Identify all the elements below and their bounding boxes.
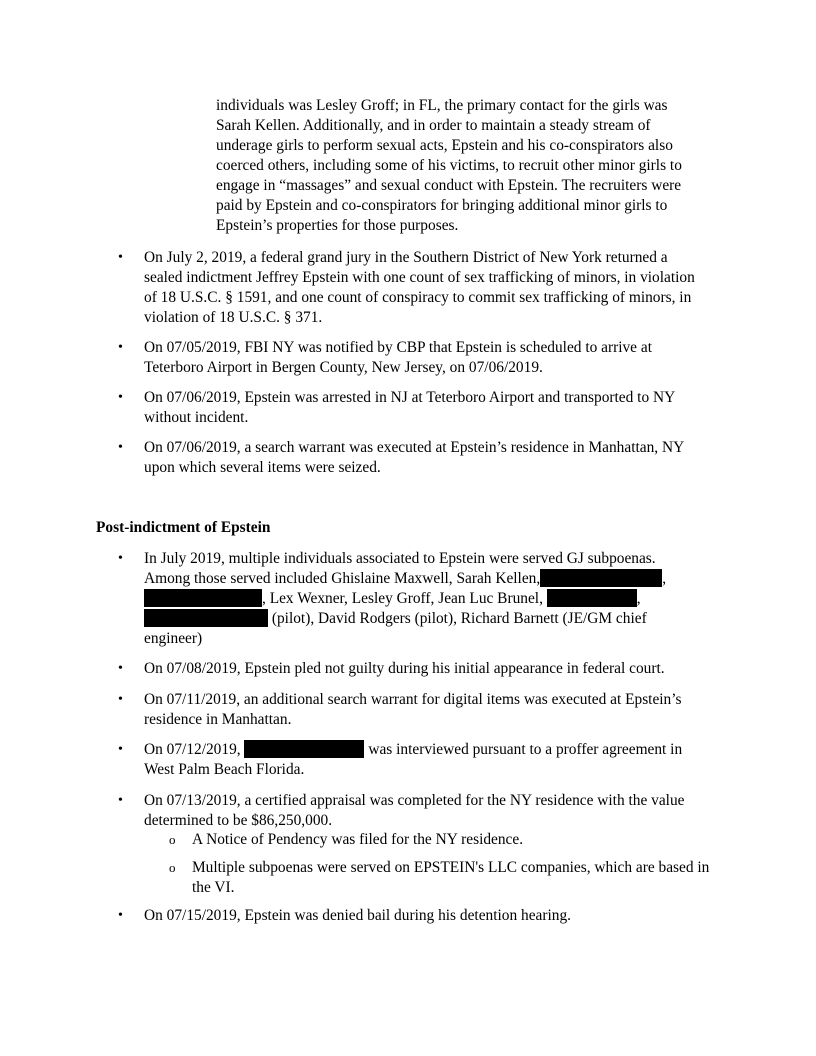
sub-list-item-llc-subpoenas: [169, 858, 722, 898]
list-item-text-part3: , Lex Wexner, Lesley Groff, Jean Luc Brunel,: [262, 590, 543, 607]
bullet-glyph: •: [118, 390, 123, 405]
list-item-cbp-notice: [118, 338, 704, 378]
bullet-glyph: •: [118, 440, 123, 455]
list-item-digital-warrant: [118, 690, 704, 730]
bullet-glyph: •: [118, 742, 123, 757]
bullet-glyph: •: [118, 250, 123, 265]
bullet-glyph: •: [118, 793, 123, 808]
bullet-glyph: •: [118, 692, 123, 707]
redaction-box: [540, 569, 662, 587]
sub-list-item-pendency: [169, 830, 722, 850]
list-item-search-warrant: [118, 438, 704, 478]
list-item-text: On 07/13/2019, a certified appraisal was completed for the NY residence with the value determined to be $86,250,000.: [144, 792, 685, 829]
list-item-text-part1: On 07/12/2019,: [144, 741, 241, 758]
list-item-text: On 07/08/2019, Epstein pled not guilty during his initial appearance in federal court.: [144, 660, 665, 677]
continuation-paragraph: individuals was Lesley Groff; in FL, the primary contact for the girls was Sarah Kellen. Additionally, and in order to maintain a steady stream of underage girls to perform sexual acts, Epstein and his co-conspirators also coerced others, including some of his victims, to recruit other minor girls to engage in “massages” and sexual conduct with Epstein. The recruiters were paid by Epstein and co-conspirators for bringing additional minor girls to Epstein’s properties for those purposes.: [216, 97, 682, 234]
list-item-subpoenas: [118, 549, 689, 649]
list-item-text: On 07/06/2019, a search warrant was executed at Epstein’s residence in Manhattan, NY upon which several items were seized.: [144, 439, 684, 476]
redaction-box: [547, 589, 637, 607]
list-item-text-part1: In July 2019, multiple individuals associated to Epstein were served GJ subpoenas. Among those served included Ghislaine Maxwell, Sarah Kellen,: [144, 550, 656, 587]
list-item-indictment: [118, 248, 704, 328]
redaction-box: [144, 609, 268, 627]
list-item-appraisal: [118, 791, 704, 831]
list-item-proffer: [118, 740, 704, 780]
list-item-text-part5: (pilot), David Rodgers (pilot), Richard Barnett (JE/GM chief engineer): [144, 610, 647, 647]
list-item-text: On July 2, 2019, a federal grand jury in the Southern District of New York returned a sealed indictment Jeffrey Epstein with one count of sex trafficking of minors, in violation of 18 U.S.C. § 1591, and one count of conspiracy to commit sex trafficking of minors, in violation of 18 U.S.C. § 371.: [144, 249, 695, 326]
sub-list-item-text: A Notice of Pendency was filed for the NY residence.: [192, 831, 524, 848]
sub-bullet-glyph: o: [169, 832, 176, 847]
list-item-arrest: [118, 388, 704, 428]
list-item-text: On 07/06/2019, Epstein was arrested in NJ at Teterboro Airport and transported to NY without incident.: [144, 389, 675, 426]
list-item-bail-denied: [118, 906, 704, 926]
list-item-text: On 07/11/2019, an additional search warrant for digital items was executed at Epstein’s residence in Manhattan.: [144, 691, 682, 728]
list-item-text-part4: ,: [636, 590, 641, 607]
bullet-glyph: •: [118, 661, 123, 676]
bullet-glyph: •: [118, 340, 123, 355]
redaction-box: [144, 589, 262, 607]
redaction-box: [244, 740, 364, 758]
list-item-text-part2: ,: [662, 570, 667, 587]
sub-bullet-glyph: o: [169, 860, 176, 875]
list-item-not-guilty: [118, 659, 704, 679]
bullet-glyph: •: [118, 551, 123, 566]
list-item-text: On 07/05/2019, FBI NY was notified by CBP that Epstein is scheduled to arrive at Teterboro Airport in Bergen County, New Jersey, on 07/06/2019.: [144, 339, 652, 376]
bullet-glyph: •: [118, 908, 123, 923]
list-item-text: On 07/15/2019, Epstein was denied bail during his detention hearing.: [144, 907, 572, 924]
sub-list-item-text: Multiple subpoenas were served on EPSTEIN's LLC companies, which are based in the VI.: [192, 859, 710, 896]
section-heading: Post-indictment of Epstein: [96, 519, 271, 536]
list-item-text-part2: was interviewed pursuant to a proffer agreement in West Palm Beach Florida.: [144, 741, 683, 778]
